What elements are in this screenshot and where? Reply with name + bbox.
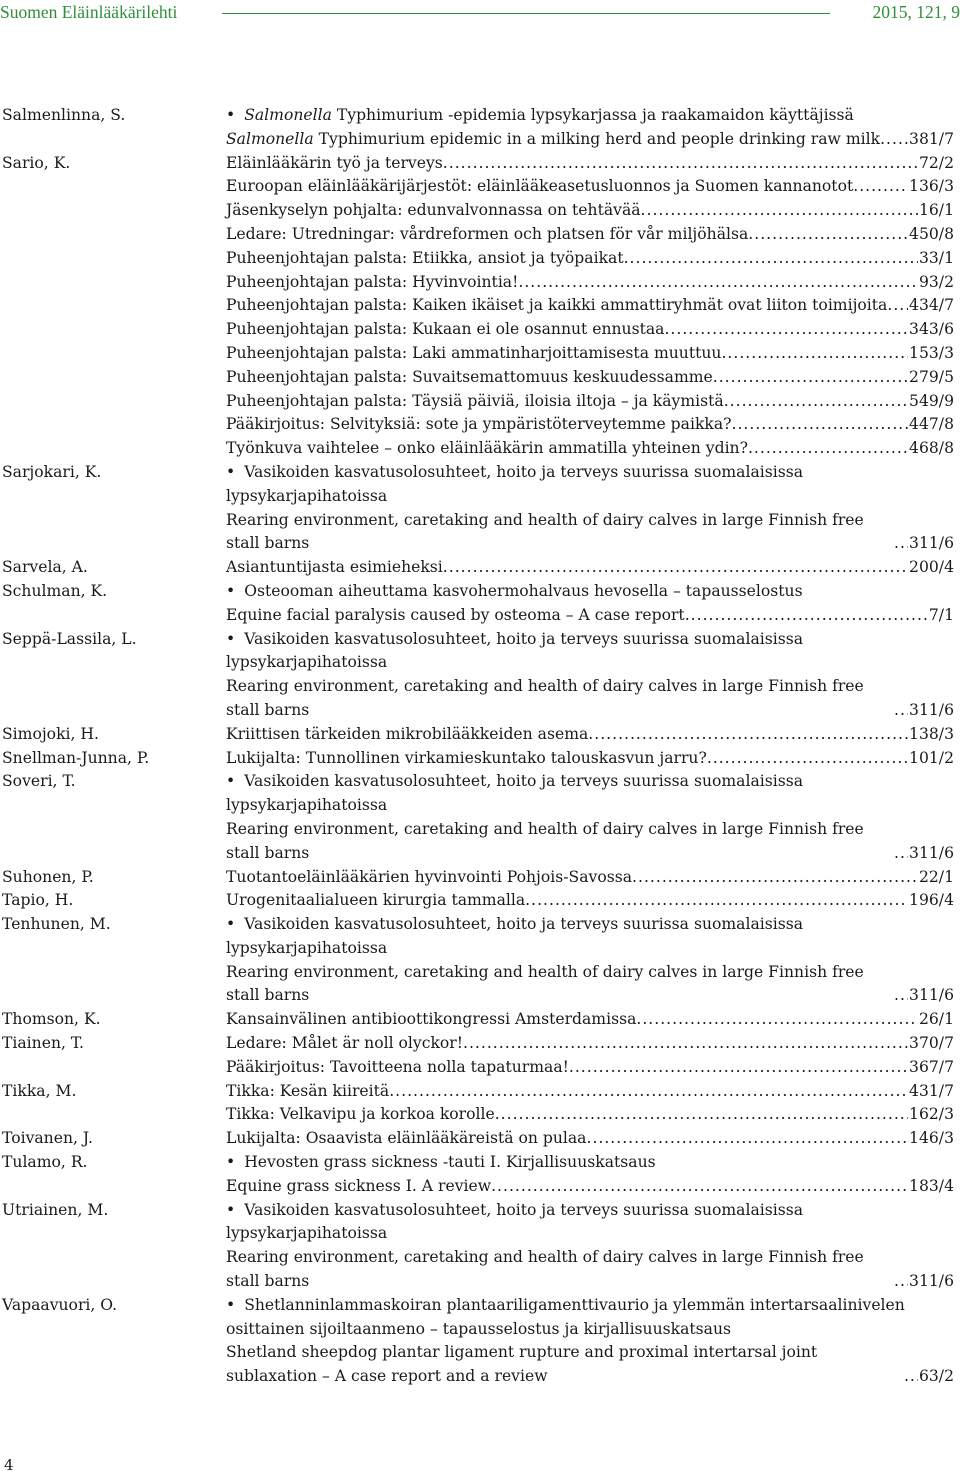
article-title-translation [226,128,954,152]
page-reference: 101/2 [909,748,954,767]
page-reference: 136/3 [909,177,954,196]
page-reference: 72/2 [918,153,954,172]
article-title [226,437,954,461]
article [226,770,954,865]
article [226,723,954,747]
title-text [226,1127,586,1151]
article-title-translation [226,818,954,866]
article-list [226,556,954,580]
title-label: Hevosten grass sickness -tauti I. Kirjallisuuskatsaus [244,1153,656,1172]
issue-info: 2015, 121, 9 [872,2,960,22]
title-text [226,913,953,961]
page-reference: 183/4 [909,1176,954,1195]
dot-leader [748,223,908,247]
title-label: Rearing environment, caretaking and health of dairy calves in large Finnish free stall barns [226,819,864,862]
article-title [226,342,954,366]
author-name: Suhonen, P. [2,867,94,886]
article [226,413,954,437]
article-title [226,1127,954,1151]
article-list [226,747,954,771]
article [226,556,954,580]
title-text [226,723,588,747]
dot-leader [748,437,908,461]
title-label: Pääkirjoitus: Tavoitteena nolla tapaturmaa! [226,1057,569,1076]
dot-leader [894,1270,908,1294]
title-text [226,342,721,366]
article-title [226,580,954,604]
article [226,1103,954,1127]
article-title-translation [226,675,954,723]
article-title-translation [226,1246,954,1294]
dot-leader [894,842,908,866]
title-label: Euroopan eläinlääkärijärjestöt: eläinlääkeasetusluonnos ja Suomen kannanotot [226,177,854,196]
title-text [226,509,894,557]
title-text [226,271,518,295]
dot-leader [713,366,908,390]
bullet-icon: • [226,1153,236,1172]
article-title [226,247,954,271]
page-reference: 311/6 [909,843,954,862]
title-text [226,604,685,628]
article-title [226,1151,954,1175]
title-label: Rearing environment, caretaking and health of dairy calves in large Finnish free stall barns [226,677,864,719]
article [226,104,954,152]
index-entry [0,104,960,152]
dot-leader [904,1365,918,1389]
title-text [226,128,880,152]
title-text [226,1175,491,1199]
article-title [226,318,954,342]
title-text [226,152,443,176]
title-label: Vasikoiden kasvatusolosuhteet, hoito ja terveys suurissa suomalaisissa lypsykarjapihatoissa [226,1200,804,1243]
article-title-translation [226,961,954,1009]
title-label: Ledare: Målet är noll olyckor! [226,1034,464,1053]
title-label: Lukijalta: Tunnollinen virkamieskuntako talouskasvun jarru? [226,748,707,767]
dot-leader [443,152,918,176]
title-label: Rearing environment, caretaking and health of dairy calves in large Finnish free stall barns [226,510,864,553]
article-list [226,913,954,1008]
title-text [226,889,525,913]
author-name: Sarjokari, K. [2,462,102,481]
bullet-icon: • [226,915,236,934]
title-label: Puheenjohtajan palsta: Kukaan ei ole osannut ennustaa [226,320,665,339]
index-entry [0,152,960,461]
author-name: Seppä-Lassila, L. [2,629,137,648]
header-rule [222,13,830,14]
bullet-icon: • [226,462,236,481]
dot-leader [887,294,908,318]
title-text [226,866,632,890]
article [226,866,954,890]
title-label: Puheenjohtajan palsta: Täysiä päiviä, iloisia iltoja – ja käymistä [226,391,724,410]
author-name: Thomson, K. [2,1010,101,1029]
article-title [226,866,954,890]
title-label: Kansainvälinen antibioottikongressi Amsterdamissa [226,1010,637,1029]
title-label: Pääkirjoitus: Selvityksiä: sote ja ympäristöterveytemme paikka? [226,415,732,434]
bullet-icon: • [226,106,236,124]
article-title [226,1199,954,1247]
title-label: Vasikoiden kasvatusolosuhteet, hoito ja terveys suurissa suomalaisissa lypsykarjapihatoissa [226,629,804,672]
article-title [226,1103,954,1127]
title-label: Puheenjohtajan palsta: Kaiken ikäiset ja kaikki ammattiryhmät ovat liiton toimijoita [226,296,888,315]
title-label: Osteooman aiheuttama kasvohermohalvaus hevosella – tapausselostus [244,581,803,600]
title-label: Shetland sheepdog plantar ligament rupture and proximal intertarsal joint sublaxation – A case report and a review [226,1343,818,1386]
article [226,1199,954,1294]
page-reference: 16/1 [918,201,954,220]
article-title [226,889,954,913]
title-text [226,1246,894,1294]
title-text [226,247,624,271]
index-entry [0,1199,960,1294]
dot-leader [569,1056,908,1080]
article-list [226,104,954,152]
journal-title: Suomen Eläinlääkärilehti [0,2,178,22]
article-title [226,1008,954,1032]
dot-leader [641,199,918,223]
page-reference: 311/6 [909,700,954,719]
title-text [226,461,953,509]
page-reference: 450/8 [909,224,954,243]
dot-leader [724,390,908,414]
article [226,223,954,247]
page-reference: 26/1 [918,1010,954,1029]
title-label: Typhimurium epidemic in a milking herd and people drinking raw milk [318,129,881,148]
title-label: Tikka: Kesän kiireitä [226,1081,390,1100]
author-name: Toivanen, J. [2,1129,93,1148]
title-label: Typhimurium -epidemia lypsykarjassa ja raakamaidon käyttäjissä [336,106,854,124]
article-list [226,1199,954,1294]
author-name: Salmenlinna, S. [2,106,126,124]
article [226,318,954,342]
title-text [226,675,894,723]
dot-leader [463,1032,908,1056]
article [226,437,954,461]
index-entry [0,770,960,865]
page-reference: 22/1 [918,867,954,886]
title-text [226,366,713,390]
title-label: Puheenjohtajan palsta: Laki ammatinharjoittamisesta muuttuu [226,343,722,362]
article-list [226,1127,954,1151]
page-reference: 93/2 [918,272,954,291]
index-entry [0,866,960,890]
title-text [226,223,748,247]
title-label: Urogenitaalialueen kirurgia tammalla [226,891,526,910]
article [226,366,954,390]
dot-leader [491,1175,908,1199]
page-reference: 153/3 [909,343,954,362]
page-reference: 63/2 [918,1367,954,1386]
article-list [226,152,954,461]
index-entry [0,461,960,556]
dot-leader [632,866,918,890]
dot-leader [894,984,908,1008]
dot-leader [443,556,908,580]
author-index [0,104,960,1389]
title-label: Eläinlääkärin työ ja terveys [226,153,443,172]
index-entry [0,1032,960,1080]
article-title [226,199,954,223]
title-text [226,413,732,437]
author-name: Tenhunen, M. [2,915,111,934]
article-list [226,628,954,723]
author-name: Tikka, M. [2,1081,77,1100]
title-text [226,1151,656,1175]
page-reference: 162/3 [909,1105,954,1124]
article-title [226,152,954,176]
article [226,294,954,318]
dot-leader [495,1103,908,1127]
title-text [226,294,887,318]
article [226,199,954,223]
title-text [226,1103,495,1127]
page-reference: 431/7 [909,1081,954,1100]
title-text [226,104,854,128]
title-label: Vasikoiden kasvatusolosuhteet, hoito ja terveys suurissa suomalaisissa lypsykarjapihatoissa [226,462,804,505]
title-text [226,1008,636,1032]
title-label: Puheenjohtajan palsta: Etiikka, ansiot ja työpaikat [226,248,624,267]
dot-leader [894,532,908,556]
author-name: Snellman-Junna, P. [2,748,150,767]
title-label: Vasikoiden kasvatusolosuhteet, hoito ja terveys suurissa suomalaisissa lypsykarjapihatoissa [226,915,804,957]
page-reference: 7/1 [928,605,954,624]
title-text [226,747,707,771]
article [226,580,954,628]
article-title-translation [226,604,954,628]
article [226,1008,954,1032]
page-reference: 434/7 [909,296,954,315]
dot-leader [525,889,908,913]
title-text [226,770,953,818]
article [226,247,954,271]
article [226,1056,954,1080]
article [226,271,954,295]
title-label: Kriittisen tärkeiden mikrobilääkkeiden asema [226,724,589,743]
title-text [226,580,803,604]
title-label: Rearing environment, caretaking and health of dairy calves in large Finnish free stall barns [226,962,864,1005]
article-title [226,390,954,414]
article-title [226,556,954,580]
author-name: Tapio, H. [2,891,74,910]
article-title [226,1294,954,1342]
page-reference: 468/8 [909,439,954,458]
article-title [226,366,954,390]
dot-leader [588,723,908,747]
article-title [226,913,954,961]
article-title [226,723,954,747]
article-title-translation [226,1341,954,1389]
bullet-icon: • [226,1200,236,1219]
index-entry [0,580,960,628]
author-name: Sarvela, A. [2,558,88,577]
article [226,390,954,414]
article-title [226,413,954,437]
dot-leader [853,175,908,199]
dot-leader [880,128,908,152]
title-text [226,390,724,414]
article-title [226,1032,954,1056]
article-list [226,1080,954,1128]
title-text [226,1080,389,1104]
dot-leader [664,318,908,342]
title-label: Equine grass sickness I. A review [226,1176,492,1195]
title-label: Puheenjohtajan palsta: Hyvinvointia! [226,272,519,291]
bullet-icon: • [226,581,236,600]
page-reference: 343/6 [909,320,954,339]
author-name: Simojoki, H. [2,724,99,743]
article [226,1151,954,1199]
page-reference: 381/7 [909,129,954,148]
dot-leader [636,1008,918,1032]
article-title-translation [226,509,954,557]
article-list [226,866,954,890]
author-name: Sario, K. [2,153,71,172]
bullet-icon: • [226,1295,236,1314]
index-entry [0,723,960,747]
index-entry [0,1080,960,1128]
dot-leader [685,604,928,628]
article-title [226,461,954,509]
title-text [226,1294,953,1342]
title-label: Työnkuva vaihtelee – onko eläinlääkärin ammatilla yhteinen ydin? [226,439,748,458]
article [226,461,954,556]
page-reference: 311/6 [909,1272,954,1291]
article [226,1127,954,1151]
dot-leader [707,747,908,771]
article-list [226,1294,954,1389]
article [226,628,954,723]
index-entry [0,1008,960,1032]
article-title [226,1056,954,1080]
article-list [226,889,954,913]
index-entry [0,1294,960,1389]
article [226,1294,954,1389]
title-label: Tikka: Velkavipu ja korkoa korolle [226,1105,495,1124]
title-label: Jäsenkyselyn pohjalta: edunvalvonnassa on tehtävää [226,201,641,220]
index-entry [0,913,960,1008]
author-name: Soveri, T. [2,772,76,791]
article-title [226,628,954,676]
dot-leader [732,413,909,437]
page-reference: 447/8 [909,415,954,434]
article-title [226,1080,954,1104]
article-list [226,580,954,628]
bullet-icon: • [226,772,236,791]
page-number: 4 [4,1456,14,1474]
article-list [226,770,954,865]
article [226,175,954,199]
article [226,1032,954,1056]
dot-leader [624,247,918,271]
title-text [226,1199,953,1247]
dot-leader [518,271,918,295]
article [226,747,954,771]
title-text [226,961,894,1009]
dot-leader [721,342,908,366]
title-text [226,1341,904,1389]
author-name: Vapaavuori, O. [2,1295,118,1314]
article [226,913,954,1008]
title-label: Rearing environment, caretaking and health of dairy calves in large Finnish free stall barns [226,1248,864,1291]
author-name: Utriainen, M. [2,1200,109,1219]
index-entry [0,1127,960,1151]
page-reference: 138/3 [909,724,954,743]
index-entry [0,747,960,771]
page-reference: 370/7 [909,1034,954,1053]
page-reference: 146/3 [909,1129,954,1148]
article-title [226,770,954,818]
index-entry [0,889,960,913]
article-title [226,747,954,771]
article-title [226,104,954,128]
article-list [226,1008,954,1032]
dot-leader [894,699,908,723]
article-list [226,461,954,556]
running-header [0,0,960,28]
author-name: Schulman, K. [2,581,108,600]
article-title [226,223,954,247]
title-text [226,175,853,199]
article-list [226,723,954,747]
article-list [226,1151,954,1199]
title-label: Asiantuntijasta esimieheksi [226,558,443,577]
article-list [226,1032,954,1080]
page-reference: 200/4 [909,558,954,577]
title-text [226,199,641,223]
title-label: Tuotantoeläinlääkärien hyvinvointi Pohjois-Savossa [226,867,633,886]
title-text [226,818,894,866]
italic-taxon: Salmonella [226,129,314,148]
title-text [226,437,748,461]
title-text [226,628,953,676]
title-label: Ledare: Utredningar: vårdreformen och platsen för vår miljöhälsa [226,224,749,243]
italic-taxon: Salmonella [244,106,332,124]
article-title [226,175,954,199]
bullet-icon: • [226,629,236,648]
title-label: Shetlanninlammaskoiran plantaariligamenttivaurio ja ylemmän intertarsaalinivelen osittainen sijoiltaanmeno – tapausselostus ja kirjallisuuskatsaus [226,1295,905,1338]
article-title [226,294,954,318]
article [226,152,954,176]
dot-leader [586,1127,908,1151]
page-reference: 311/6 [909,534,954,553]
page-reference: 33/1 [918,248,954,267]
author-name: Tiainen, T. [2,1034,84,1053]
article [226,889,954,913]
index-entry [0,556,960,580]
title-label: Lukijalta: Osaavista eläinlääkäreistä on pulaa [226,1129,587,1148]
page-reference: 196/4 [909,891,954,910]
index-entry [0,628,960,723]
index-entry [0,1151,960,1199]
title-text [226,1032,463,1056]
title-text [226,1056,569,1080]
title-text [226,318,664,342]
dot-leader [389,1080,908,1104]
article-title [226,271,954,295]
title-label: Vasikoiden kasvatusolosuhteet, hoito ja terveys suurissa suomalaisissa lypsykarjapihatoissa [226,772,804,815]
author-name: Tulamo, R. [2,1153,88,1172]
article [226,1080,954,1104]
page-reference: 367/7 [909,1057,954,1076]
title-text [226,556,443,580]
title-label: Equine facial paralysis caused by osteoma – A case report [226,605,685,624]
article [226,342,954,366]
page-reference: 311/6 [909,986,954,1005]
title-label: Puheenjohtajan palsta: Suvaitsemattomuus keskuudessamme [226,367,713,386]
page-reference: 549/9 [909,391,954,410]
page-reference: 279/5 [909,367,954,386]
article-title-translation [226,1175,954,1199]
